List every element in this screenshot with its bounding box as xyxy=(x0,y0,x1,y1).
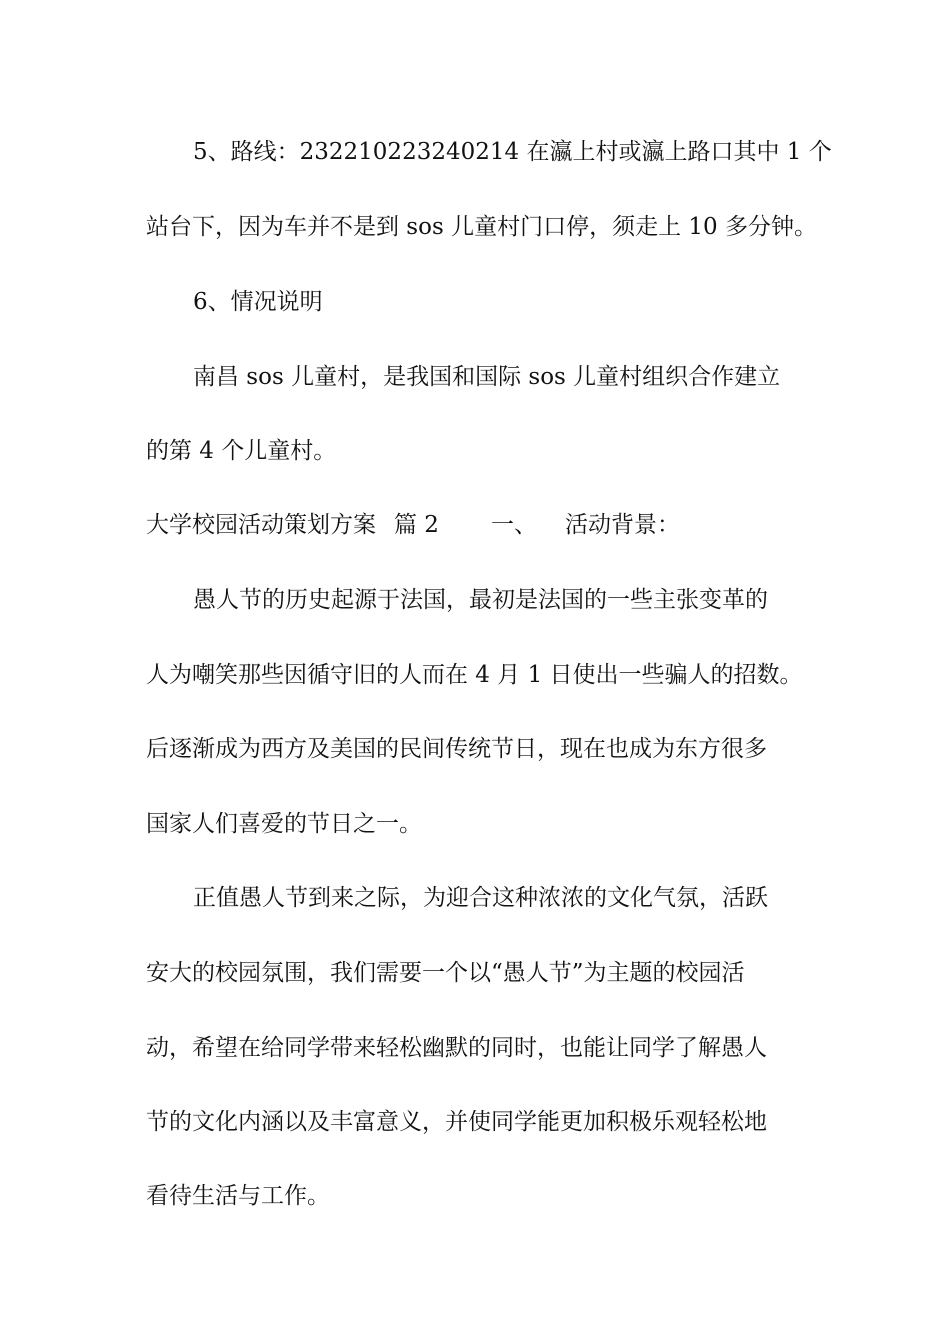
heading-title: 大学校园活动策划方案 xyxy=(146,512,376,538)
paragraph-line: 后逐渐成为西方及美国的民间传统节日，现在也成为东方很多 xyxy=(146,736,767,762)
paragraph-line: 国家人们喜爱的节日之一。 xyxy=(146,811,422,837)
paragraph-line: 的第 4 个儿童村。 xyxy=(146,438,337,464)
paragraph-line: 动，希望在给同学带来轻松幽默的同时，也能让同学了解愚人 xyxy=(146,1035,767,1061)
heading-number: 一、 xyxy=(490,512,537,538)
paragraph-line: 安大的校园氛围，我们需要一个以“愚人节”为主题的校园活 xyxy=(146,960,745,986)
heading-subtitle: 活动背景： xyxy=(564,512,680,538)
section-heading xyxy=(146,510,826,540)
paragraph-line: 6、情况说明 xyxy=(193,289,323,315)
paragraph-line: 看待生活与工作。 xyxy=(146,1183,330,1209)
paragraph-line: 南昌 sos 儿童村，是我国和国际 sos 儿童村组织合作建立 xyxy=(193,364,781,390)
paragraph-line: 节的文化内涵以及丰富意义，并使同学能更加积极乐观轻松地 xyxy=(146,1109,767,1135)
paragraph-line: 人为嘲笑那些因循守旧的人而在 4 月 1 日使出一些骗人的招数。 xyxy=(146,662,803,688)
paragraph-line: 愚人节的历史起源于法国，最初是法国的一些主张变革的 xyxy=(193,587,768,613)
paragraph-line: 站台下，因为车并不是到 sos 儿童村门口停，须走上 10 多分钟。 xyxy=(146,214,817,240)
paragraph-line: 正值愚人节到来之际，为迎合这种浓浓的文化气氛，活跃 xyxy=(193,885,768,911)
paragraph-line: 5、路线：232210223240214 在瀛上村或瀛上路口其中 1 个 xyxy=(193,139,832,165)
heading-label: 篇 2 xyxy=(394,512,439,538)
